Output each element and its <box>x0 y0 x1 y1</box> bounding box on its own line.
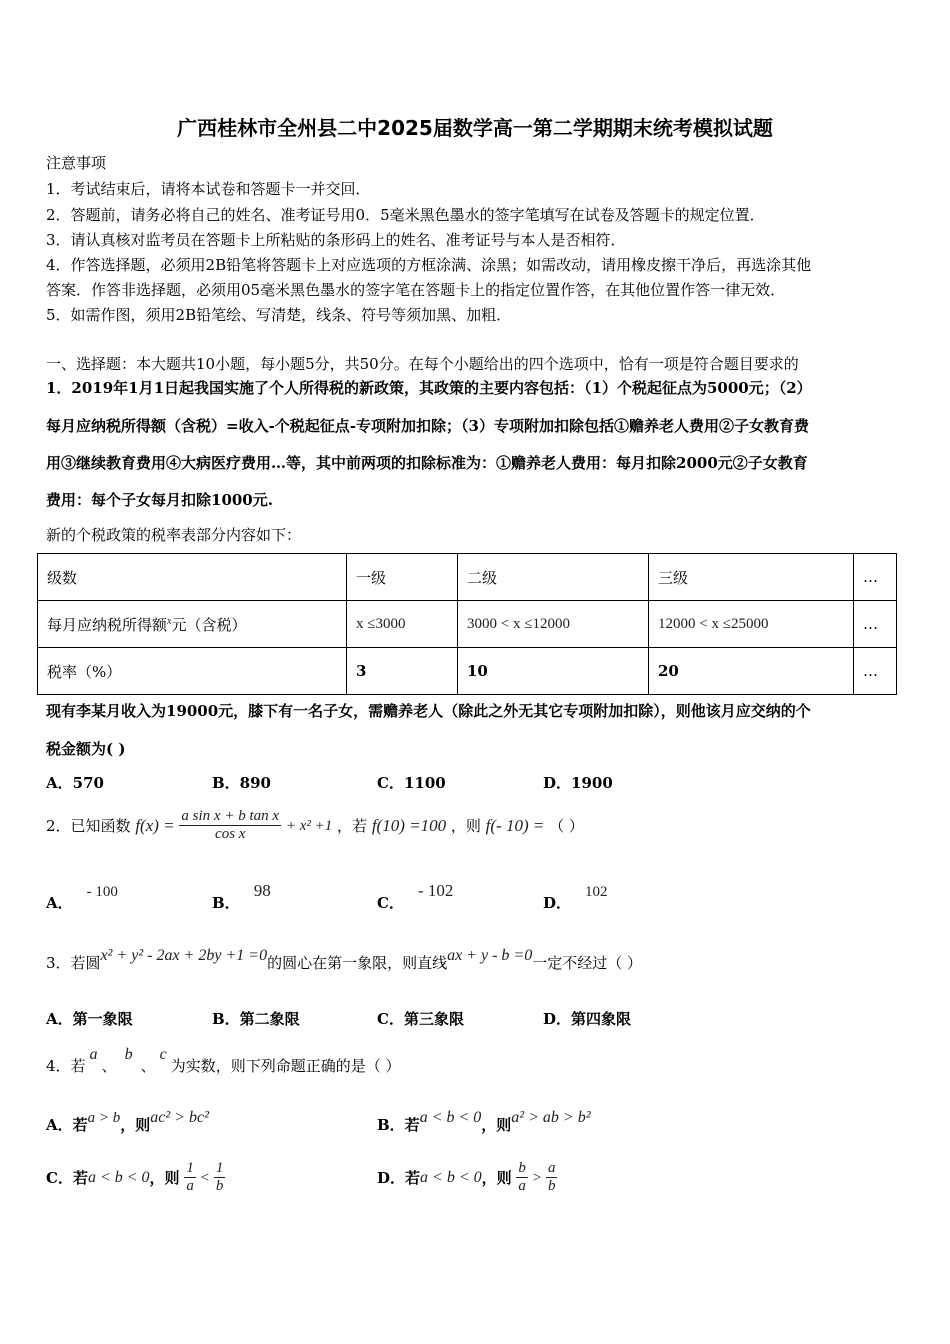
table-cell: 税率（%） <box>38 648 347 695</box>
notice-item: 5．如需作图，须用2B铅笔绘、写清楚，线条、符号等须加黑、加粗． <box>46 306 512 324</box>
tax-rate-table <box>37 553 897 695</box>
q3-option-b: B．第二象限 <box>212 1010 300 1028</box>
table-cell: 级数 <box>38 554 347 601</box>
q2-option-d <box>543 884 608 913</box>
q1-text: 现有李某月收入为19000元，膝下有一名子女，需赡养老人（除此之外无其它专项附加扣除），则他该月应交纳的个 <box>46 702 811 720</box>
option-label: B．若 <box>377 1116 420 1134</box>
option-value: - 100 <box>86 884 118 900</box>
q1-text: 1．2019年1月1日起我国实施了个人所得税的新政策，其政策的主要内容包括：（1）个税起征点为5000元；（2） <box>46 379 812 397</box>
table-cell: x ≤3000 <box>347 601 458 648</box>
q2-option-c <box>377 881 454 913</box>
option-label: C． <box>377 894 404 912</box>
relation-sign: < <box>200 1169 210 1186</box>
q4-text: 、 <box>140 1057 156 1075</box>
q3-line-equation: ax + y - b =0 <box>447 947 533 964</box>
table-cell: … <box>854 554 897 601</box>
q2-tail: + x² +1 <box>285 817 333 834</box>
table-cell: 二级 <box>458 554 649 601</box>
q4-text: 为实数，则下列命题正确的是（ ） <box>170 1057 401 1075</box>
table-cell: 12000 < x ≤25000 <box>649 601 854 648</box>
table-row <box>38 554 897 601</box>
q2-option-b <box>212 881 271 913</box>
q1-text: 每月应纳税所得额（含税）=收入-个税起征点-专项附加扣除；（3）专项附加扣除包括①赡养老人费用②子女教育费 <box>46 417 809 435</box>
notice-item: 2．答题前，请务必将自己的姓名、准考证号用0．5毫米黑色墨水的签字笔填写在试卷及答题卡的规定位置． <box>46 206 765 224</box>
q2-numerator: a sin x + b tan x <box>179 808 281 826</box>
fraction-denominator: b <box>547 1178 556 1195</box>
q1-option-b: B．890 <box>212 774 271 792</box>
table-cell: 三级 <box>649 554 854 601</box>
notice-heading: 注意事项 <box>46 154 107 172</box>
fraction-numerator: 1 <box>184 1160 196 1178</box>
table-row <box>38 648 897 695</box>
q1-option-d: D．1900 <box>543 774 613 792</box>
notice-item: 4．作答选择题，必须用2B铅笔将答题卡上对应选项的方框涂满、涂黑；如需改动，请用橡皮擦干净后，再选涂其他 <box>46 256 812 274</box>
option-result: ac² > bc² <box>150 1109 209 1126</box>
fraction <box>184 1160 196 1196</box>
q4-option-a <box>46 1109 209 1135</box>
option-label: B． <box>212 894 240 912</box>
option-condition: a < b < 0 <box>419 1109 482 1126</box>
q2-denominator: cos x <box>215 826 246 843</box>
table-cell: 3000 < x ≤12000 <box>458 601 649 648</box>
q3-text: 3．若圆 <box>46 954 101 972</box>
fraction <box>516 1160 528 1196</box>
table-cell: 20 <box>649 648 854 695</box>
q1-table-intro: 新的个税政策的税率表部分内容如下： <box>46 526 302 544</box>
q2-text: ，则 <box>450 816 481 835</box>
table-cell-label: 元（含税） <box>171 615 247 634</box>
q3-option-a: A．第一象限 <box>46 1010 133 1028</box>
q2-option-a <box>46 884 118 913</box>
option-value: 102 <box>585 884 608 900</box>
option-condition: a < b < 0 <box>87 1168 150 1186</box>
relation-sign: > <box>532 1169 542 1186</box>
fraction-denominator: a <box>518 1178 526 1195</box>
q4-var-c: c <box>159 1046 167 1063</box>
option-condition: a > b <box>87 1110 121 1126</box>
q3-circle-equation: x² + y² - 2ax + 2by +1 =0 <box>100 947 268 964</box>
variable-x: x <box>167 615 172 627</box>
option-label: ，则 <box>481 1116 512 1134</box>
q4-option-c <box>46 1160 225 1196</box>
table-cell: 10 <box>458 648 649 695</box>
q2-stem <box>46 808 584 844</box>
q2-fx: f(x) = <box>135 815 175 835</box>
option-label: A．若 <box>46 1116 88 1134</box>
table-cell: 3 <box>347 648 458 695</box>
q4-stem <box>46 1046 401 1076</box>
fraction-denominator: a <box>186 1178 194 1195</box>
option-label: ，则 <box>149 1168 180 1187</box>
section-heading: 一、选择题：本大题共10小题，每小题5分，共50分。在每个小题给出的四个选项中，恰有一项是符合题目要求的 <box>46 355 799 373</box>
q3-stem <box>46 947 642 973</box>
notice-item: 3．请认真核对监考员在答题卡上所粘贴的条形码上的姓名、准考证号与本人是否相符． <box>46 231 626 249</box>
fraction <box>546 1160 558 1196</box>
q1-text: 费用：每个子女每月扣除1000元. <box>46 491 273 509</box>
q1-option-c: C．1100 <box>377 774 446 792</box>
fraction-numerator: a <box>546 1160 558 1178</box>
q4-option-b <box>377 1109 591 1135</box>
q3-text: 一定不经过（ ） <box>532 954 642 972</box>
q2-condition: f(10) =100 <box>371 815 447 835</box>
option-label: ，则 <box>120 1116 151 1134</box>
fraction-denominator: b <box>215 1178 224 1195</box>
q4-text: 4．若 <box>46 1057 86 1075</box>
table-cell: 一级 <box>347 554 458 601</box>
option-label: D． <box>543 894 572 912</box>
q4-var-b: b <box>124 1046 133 1063</box>
q4-text: 、 <box>101 1057 117 1075</box>
q2-text: （ ） <box>549 816 584 835</box>
table-cell: … <box>854 648 897 695</box>
option-value: 98 <box>253 881 271 900</box>
option-condition: a < b < 0 <box>420 1168 482 1186</box>
q4-var-a: a <box>89 1046 98 1063</box>
q2-ask: f(- 10) = <box>485 815 545 835</box>
option-label: D．若 <box>377 1168 421 1187</box>
q2-text: ，若 <box>337 816 368 835</box>
q2-fraction <box>179 808 281 844</box>
q4-option-d <box>377 1160 557 1196</box>
table-cell: … <box>854 601 897 648</box>
option-value: - 102 <box>417 881 454 900</box>
notice-item: 1．考试结束后，请将本试卷和答题卡一并交回． <box>46 180 371 198</box>
q3-option-c: C．第三象限 <box>377 1010 464 1028</box>
q1-text: 用③继续教育费用④大病医疗费用…等，其中前两项的扣除标准为：①赡养老人费用：每月扣除2000元②子女教育 <box>46 454 808 472</box>
fraction-numerator: 1 <box>214 1160 226 1178</box>
exam-title: 广西桂林市全州县二中2025届数学高一第二学期期末统考模拟试题 <box>177 116 773 140</box>
fraction <box>214 1160 226 1196</box>
table-cell-label: 每月应纳税所得额 <box>47 615 168 634</box>
q2-text: 2．已知函数 <box>46 816 131 835</box>
option-label: ，则 <box>481 1168 512 1187</box>
option-result: a² > ab > b² <box>511 1109 591 1126</box>
table-row <box>38 601 897 648</box>
q1-option-a: A．570 <box>46 774 104 792</box>
notice-item: 答案．作答非选择题，必须用05毫米黑色墨水的签字笔在答题卡上的指定位置作答，在其他位置作答一律无效． <box>46 281 786 299</box>
table-cell <box>38 601 347 648</box>
fraction-numerator: b <box>516 1160 528 1178</box>
q1-text: 税金额为( ) <box>46 740 126 758</box>
q3-text: 的圆心在第一象限，则直线 <box>267 954 448 972</box>
option-label: C．若 <box>46 1168 88 1187</box>
option-label: A． <box>46 894 73 912</box>
q3-option-d: D．第四象限 <box>543 1010 632 1028</box>
